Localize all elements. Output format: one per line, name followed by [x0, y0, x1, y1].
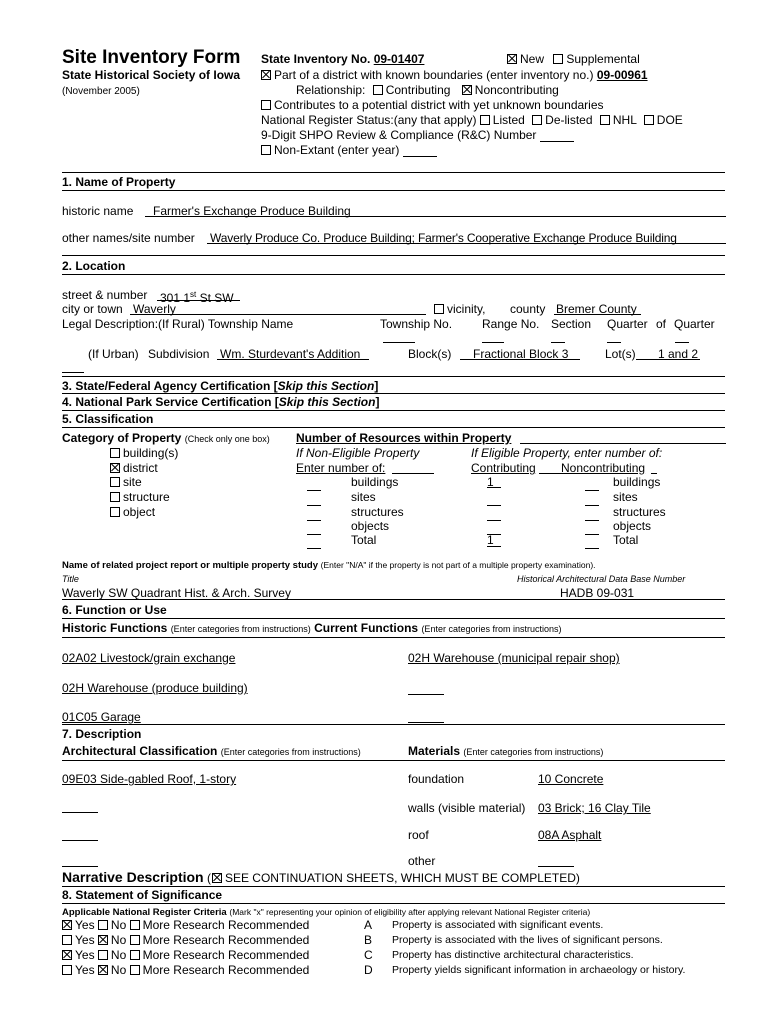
resource-sites-label: sites: [351, 490, 376, 504]
hadb-label: Historical Architectural Data Base Number: [517, 574, 686, 584]
criterion-letter: A: [364, 918, 373, 932]
criteria-heading: Applicable National Register Criteria (Mark "x" representing your opinion of eligibility after applying relevant National Register criteria): [62, 907, 591, 918]
divider: [62, 274, 725, 275]
criterion-letter: B: [364, 933, 373, 947]
yes-checkbox[interactable]: [62, 935, 72, 945]
historic-function-2[interactable]: 02H Warehouse (produce building): [62, 681, 248, 695]
col-end-underline: [651, 473, 657, 474]
potential-district-checkbox[interactable]: [261, 100, 271, 110]
contributing-label: Contributing: [385, 83, 451, 97]
narrative-checkbox[interactable]: [212, 873, 222, 883]
resource-structures-label-2: structures: [613, 505, 666, 519]
other-material-label: other: [408, 854, 436, 868]
criterion-letter: C: [364, 948, 373, 962]
district-number[interactable]: 09-00961: [596, 68, 648, 82]
listed-label: Listed: [492, 113, 525, 127]
contributing-checkbox[interactable]: [373, 85, 383, 95]
noncontributing-label: Noncontributing: [474, 83, 559, 97]
county-label: county: [510, 302, 546, 316]
no-checkbox[interactable]: [98, 935, 108, 945]
foundation-field[interactable]: 10 Concrete: [538, 772, 604, 786]
resource-buildings-label-2: buildings: [613, 475, 661, 489]
doe-checkbox[interactable]: [644, 115, 654, 125]
legal-description-label: Legal Description:(If Rural) Township Name: [62, 317, 294, 331]
doe-label: DOE: [656, 113, 683, 127]
delisted-label: De-listed: [545, 113, 593, 127]
noncontributing-structures-field[interactable]: [585, 520, 599, 521]
yes-label: Yes: [75, 933, 98, 947]
divider: [62, 724, 725, 725]
enter-number-label: Enter number of:: [296, 461, 386, 475]
vicinity-label: vicinity,: [447, 302, 486, 316]
walls-field[interactable]: 03 Brick; 16 Clay Tile: [538, 801, 651, 815]
quarter-field[interactable]: [607, 342, 621, 343]
vicinity-checkbox[interactable]: [434, 304, 444, 314]
current-function-1[interactable]: 02H Warehouse (municipal repair shop): [408, 651, 620, 665]
title-label: Title: [62, 574, 79, 584]
hadb-number-field[interactable]: HADB 09-031: [560, 586, 635, 600]
contributing-buildings-underline: [487, 487, 501, 488]
township-no-label: Township No.: [380, 317, 453, 331]
inventory-number[interactable]: 09-01407: [373, 52, 425, 66]
contributing-total-underline: [487, 546, 501, 547]
form-revision: (November 2005): [62, 86, 140, 97]
district-known-row: [261, 68, 648, 82]
no-label: No: [110, 948, 130, 962]
more-research-label: More Research Recommended: [142, 918, 310, 932]
yes-checkbox[interactable]: [62, 950, 72, 960]
no-checkbox[interactable]: [98, 920, 108, 930]
no-label: No: [110, 933, 130, 947]
no-checkbox[interactable]: [98, 965, 108, 975]
divider: [62, 427, 725, 428]
subdivision-field[interactable]: Wm. Sturdevant's Addition: [220, 347, 361, 361]
district-known-checkbox[interactable]: [261, 70, 271, 80]
delisted-checkbox[interactable]: [532, 115, 542, 125]
blocks-label: Block(s): [408, 347, 452, 361]
criterion-description: Property is associated with the lives of significant persons.: [392, 934, 663, 946]
divider: [62, 190, 725, 191]
current-function-3-field[interactable]: [408, 722, 444, 723]
nonextant-row: [261, 143, 437, 157]
criterion-description: Property is associated with significant events.: [392, 919, 604, 931]
relationship-row: [296, 83, 559, 97]
criteria-row-a: [62, 918, 309, 932]
criterion-description: Property has distinctive architectural characteristics.: [392, 949, 634, 961]
divider: [62, 618, 725, 619]
historic-name-label: historic name: [62, 204, 134, 218]
street-field[interactable]: 301 1st St SW: [160, 290, 234, 305]
category-district[interactable]: district: [110, 461, 158, 475]
nr-status-label: National Register Status:(any that apply): [261, 113, 477, 127]
potential-district-row: [261, 98, 604, 112]
category-structure[interactable]: structure: [110, 490, 170, 504]
enter-number-underline: [392, 473, 434, 474]
noncontributing-checkbox[interactable]: [462, 85, 472, 95]
blocks-field[interactable]: Fractional Block 3: [473, 347, 569, 361]
nonextant-checkbox[interactable]: [261, 145, 271, 155]
more-research-label: More Research Recommended: [142, 963, 310, 977]
non-eligible-structures-field[interactable]: [307, 520, 321, 521]
category-site[interactable]: site: [110, 475, 142, 489]
resource-sites-label-2: sites: [613, 490, 638, 504]
more-research-label: More Research Recommended: [142, 933, 310, 947]
contributing-structures-field[interactable]: [487, 520, 501, 521]
other-names-label: other names/site number: [62, 231, 195, 245]
inventory-number-row: [261, 52, 424, 66]
nhl-checkbox[interactable]: [600, 115, 610, 125]
historic-function-3[interactable]: 01C05 Garage: [62, 710, 141, 724]
noncontributing-total-field[interactable]: [585, 548, 599, 549]
of-label: of: [656, 317, 667, 331]
noncontributing-objects-field[interactable]: [585, 534, 599, 535]
district-checkbox[interactable]: [110, 463, 120, 473]
narrative-label: Narrative Description: [62, 869, 204, 885]
resources-heading: Number of Resources within Property: [296, 431, 512, 445]
quarter-of-field[interactable]: [675, 342, 689, 343]
section-4-heading: 4. National Park Service Certification [Skip this Section]: [62, 395, 380, 409]
eligible-label: If Eligible Property, enter number of:: [471, 446, 663, 460]
divider: [62, 903, 725, 904]
contributing-total-field[interactable]: 1: [487, 533, 494, 547]
more-research-label: More Research Recommended: [142, 948, 310, 962]
object-checkbox[interactable]: [110, 507, 120, 517]
walls-label: walls (visible material): [408, 801, 526, 815]
divider: [62, 760, 725, 761]
noncontributing-col-label: Noncontributing: [561, 461, 646, 475]
historic-name-field[interactable]: Farmer's Exchange Produce Building: [153, 204, 351, 218]
divider: [62, 376, 725, 377]
listed-checkbox[interactable]: [480, 115, 490, 125]
resource-buildings-label: buildings: [351, 475, 399, 489]
new-supplemental-row: [507, 52, 640, 66]
materials-heading: Materials (Enter categories from instructions): [408, 744, 604, 758]
potential-district-label: Contributes to a potential district with yet unknown boundaries: [274, 98, 604, 112]
divider: [62, 886, 725, 887]
divider: [62, 393, 725, 394]
resource-objects-label: objects: [351, 519, 390, 533]
lots-field[interactable]: 1 and 2: [658, 347, 699, 361]
yes-checkbox[interactable]: [62, 965, 72, 975]
supplemental-label: Supplemental: [566, 52, 640, 66]
form-title: Site Inventory Form: [62, 47, 241, 68]
divider: [62, 410, 725, 411]
contributing-col-label: Contributing: [471, 461, 536, 475]
yes-checkbox[interactable]: [62, 920, 72, 930]
city-field[interactable]: Waverly: [133, 302, 176, 316]
criteria-row-b: [62, 933, 309, 947]
current-function-2-field[interactable]: [408, 694, 444, 695]
non-eligible-objects-field[interactable]: [307, 534, 321, 535]
no-label: No: [110, 918, 130, 932]
arch-class-3-field[interactable]: [62, 840, 98, 841]
divider: [62, 255, 725, 256]
criterion-description: Property yields significant information in archaeology or history.: [392, 964, 686, 976]
no-checkbox[interactable]: [98, 950, 108, 960]
street-label: street & number: [62, 288, 148, 302]
resource-objects-label-2: objects: [613, 519, 652, 533]
resource-structures-label: structures: [351, 505, 404, 519]
other-names-field[interactable]: Waverly Produce Co. Produce Building; Farmer's Cooperative Exchange Produce Building: [210, 231, 677, 245]
section-field[interactable]: [551, 342, 565, 343]
section-8-heading: 8. Statement of Significance: [62, 888, 223, 902]
noncontributing-sites-field[interactable]: [585, 505, 599, 506]
contributing-buildings-field[interactable]: 1: [487, 475, 494, 489]
no-label: No: [110, 963, 130, 977]
non-eligible-total-field[interactable]: [307, 548, 321, 549]
quarter-of-label: Quarter: [674, 317, 715, 331]
historic-function-1[interactable]: 02A02 Livestock/grain exchange: [62, 651, 236, 665]
divider: [62, 599, 725, 600]
arch-class-2-field[interactable]: [62, 812, 98, 813]
category-building[interactable]: building(s): [110, 446, 178, 460]
non-eligible-sites-field[interactable]: [307, 505, 321, 506]
urban-label: (If Urban): [88, 347, 139, 361]
district-known-label: Part of a district with known boundaries (enter inventory no.): [274, 68, 594, 82]
arch-class-4-field[interactable]: [62, 866, 98, 867]
arch-class-heading: Architectural Classification (Enter categories from instructions): [62, 744, 361, 758]
criterion-letter: D: [364, 963, 373, 977]
quarter-label: Quarter: [607, 317, 648, 331]
county-field[interactable]: Bremer County: [556, 302, 637, 316]
category-heading: Category of Property (Check only one box): [62, 431, 270, 445]
roof-label: roof: [408, 828, 429, 842]
resources-heading-underline: [520, 443, 726, 444]
non-eligible-label: If Non-Eligible Property: [296, 446, 420, 460]
survey-title-field[interactable]: Waverly SW Quadrant Hist. & Arch. Survey: [62, 586, 291, 600]
arch-class-field[interactable]: 09E03 Side-gabled Roof, 1-story: [62, 772, 237, 786]
noncontributing-buildings-field[interactable]: [585, 490, 599, 491]
foundation-label: foundation: [408, 772, 465, 786]
new-checkbox[interactable]: [507, 54, 517, 64]
range-no-field[interactable]: [482, 342, 504, 343]
section-label: Section: [551, 317, 592, 331]
more-research-checkbox[interactable]: [130, 935, 140, 945]
yes-label: Yes: [75, 918, 98, 932]
nr-status-row: [261, 113, 683, 127]
section-5-heading: 5. Classification: [62, 412, 154, 426]
related-study-row: Name of related project report or multiple property study (Enter "N/A" if the property is not part of a multiple property examination).: [62, 560, 596, 571]
criteria-row-d: [62, 963, 309, 977]
other-material-field[interactable]: [538, 866, 574, 867]
inventory-label: State Inventory No.: [261, 52, 371, 66]
non-eligible-buildings-field[interactable]: [307, 490, 321, 491]
relationship-label: Relationship:: [296, 83, 366, 97]
narrative-row: Narrative Description ( SEE CONTINUATION SHEETS, WHICH MUST BE COMPLETED): [62, 869, 580, 885]
subdivision-label: Subdivision: [148, 347, 210, 361]
new-label: New: [520, 52, 545, 66]
shpo-label: 9-Digit SHPO Review & Compliance (R&C) Number: [261, 128, 537, 142]
city-label: city or town: [62, 302, 123, 316]
urban-extra-field[interactable]: [62, 372, 84, 373]
supplemental-checkbox[interactable]: [553, 54, 563, 64]
section-1-heading: 1. Name of Property: [62, 175, 176, 189]
nonextant-label: Non-Extant (enter year): [274, 143, 400, 157]
site-checkbox[interactable]: [110, 477, 120, 487]
divider: [62, 637, 725, 638]
vicinity-row: [434, 302, 485, 316]
section-3-heading: 3. State/Federal Agency Certification [Skip this Section]: [62, 379, 379, 393]
shpo-row: [261, 128, 574, 142]
roof-field[interactable]: 08A Asphalt: [538, 828, 602, 842]
divider: [62, 172, 725, 173]
yes-label: Yes: [75, 948, 98, 962]
building-checkbox[interactable]: [110, 448, 120, 458]
shpo-number-field[interactable]: [540, 129, 574, 142]
category-object[interactable]: object: [110, 505, 155, 519]
range-no-label: Range No.: [482, 317, 540, 331]
resource-total-label-2: Total: [613, 533, 639, 547]
functions-heading-row: Historic Functions (Enter categories from instructions) Current Functions (Enter categories from instructions): [62, 621, 562, 635]
township-no-field[interactable]: [383, 342, 415, 343]
col-gap-underline: [539, 473, 561, 474]
nhl-label: NHL: [612, 113, 637, 127]
section-6-heading: 6. Function or Use: [62, 603, 167, 617]
contributing-sites-field[interactable]: [487, 505, 501, 506]
criteria-row-c: [62, 948, 309, 962]
more-research-checkbox[interactable]: [130, 920, 140, 930]
structure-checkbox[interactable]: [110, 492, 120, 502]
more-research-checkbox[interactable]: [130, 965, 140, 975]
resource-total-label: Total: [351, 533, 377, 547]
nonextant-year-field[interactable]: [403, 144, 437, 157]
agency-name: State Historical Society of Iowa: [62, 68, 241, 82]
section-2-heading: 2. Location: [62, 259, 126, 273]
yes-label: Yes: [75, 963, 98, 977]
more-research-checkbox[interactable]: [130, 950, 140, 960]
section-7-heading: 7. Description: [62, 727, 142, 741]
lots-label: Lot(s): [605, 347, 636, 361]
